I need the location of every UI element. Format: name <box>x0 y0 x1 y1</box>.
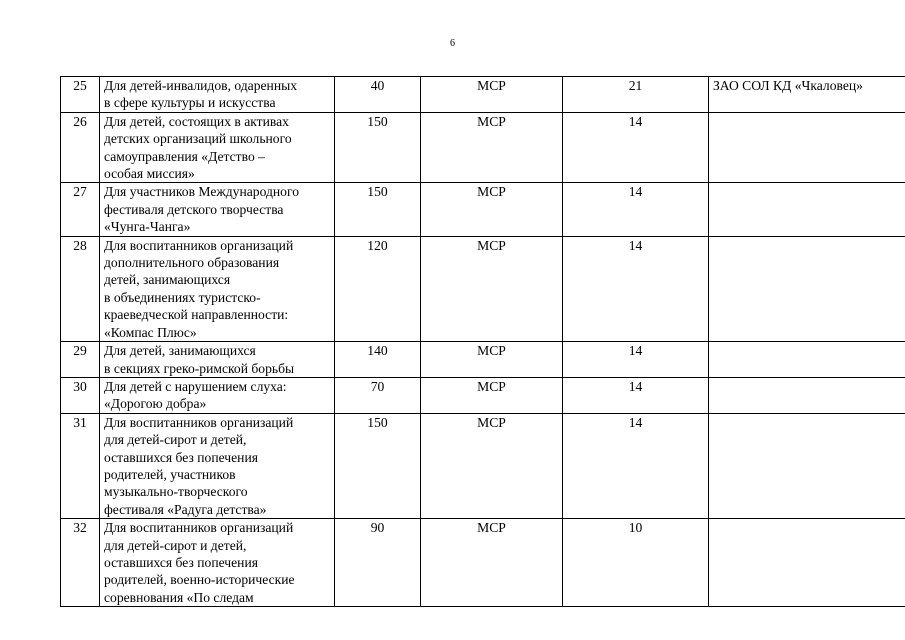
description-line: самоуправления «Детство – <box>104 148 265 164</box>
row-number-text: 26 <box>73 113 87 129</box>
organizer-cell <box>421 342 563 378</box>
capacity-text: 90 <box>370 520 385 536</box>
camps-table <box>60 76 905 607</box>
capacity-text: 120 <box>367 237 388 253</box>
description-line: краеведческой направленности: <box>104 307 289 323</box>
row-number-cell <box>61 183 100 236</box>
description-cell <box>100 77 335 113</box>
description-line: в объединениях туристско- <box>104 289 261 305</box>
description-line: дополнительного образования <box>104 255 280 271</box>
days-cell <box>563 413 709 518</box>
page-number: 6 <box>450 38 455 49</box>
capacity-cell <box>335 112 421 183</box>
row-number-text: 27 <box>73 184 87 200</box>
capacity-text: 150 <box>367 184 388 200</box>
description-line: Для воспитанников организаций <box>104 414 294 430</box>
days-text: 14 <box>628 414 643 430</box>
description-line: Для детей, состоящих в активах <box>104 113 289 129</box>
description-cell <box>100 377 335 413</box>
description-cell <box>100 112 335 183</box>
description-line: особая миссия» <box>104 166 195 182</box>
description-line: в секциях греко-римской борьбы <box>104 360 295 376</box>
organizer-text: МСР <box>477 378 506 394</box>
capacity-text: 150 <box>367 113 388 129</box>
organizer-text: МСР <box>477 78 506 93</box>
description-line: Для воспитанников организаций <box>104 520 294 536</box>
capacity-cell <box>335 236 421 341</box>
description-line: для детей-сирот и детей, <box>104 432 247 448</box>
capacity-text: 40 <box>370 78 385 93</box>
organizer-cell <box>421 413 563 518</box>
days-text: 14 <box>628 113 643 129</box>
days-text: 10 <box>628 520 643 536</box>
description-line: детских организаций школьного <box>104 131 292 147</box>
days-text: 14 <box>628 237 643 253</box>
description-line: оставшихся без попечения <box>104 449 258 465</box>
capacity-text: 70 <box>370 378 385 394</box>
row-number-text: 25 <box>73 78 87 93</box>
organizer-text: МСР <box>477 343 506 359</box>
capacity-cell <box>335 413 421 518</box>
capacity-cell <box>335 77 421 113</box>
description-line: соревнования «По следам <box>104 589 254 605</box>
days-text: 14 <box>628 343 643 359</box>
place-cell <box>709 236 905 341</box>
organizer-cell <box>421 77 563 113</box>
days-cell <box>563 342 709 378</box>
organizer-cell <box>421 377 563 413</box>
table-row <box>61 519 905 607</box>
row-number-cell <box>61 236 100 341</box>
table-row <box>61 236 905 341</box>
table-row <box>61 377 905 413</box>
description-line: Для детей-инвалидов, одаренных <box>104 78 298 93</box>
row-number-cell <box>61 112 100 183</box>
description-line: родителей, военно-исторические <box>104 572 295 588</box>
description-line: музыкально-творческого <box>104 484 248 500</box>
place-cell <box>709 77 905 113</box>
organizer-text: МСР <box>477 237 506 253</box>
description-line: Для участников Международного <box>104 184 300 200</box>
description-line: детей, занимающихся <box>104 272 231 288</box>
organizer-text: МСР <box>477 184 506 200</box>
description-line: фестиваля «Радуга детства» <box>104 501 267 517</box>
organizer-text: МСР <box>477 414 506 430</box>
place-cell <box>709 519 905 607</box>
capacity-cell <box>335 342 421 378</box>
row-number-cell <box>61 377 100 413</box>
description-cell <box>100 342 335 378</box>
capacity-cell <box>335 519 421 607</box>
table-row <box>61 77 905 113</box>
place-cell <box>709 112 905 183</box>
days-cell <box>563 377 709 413</box>
days-cell <box>563 112 709 183</box>
days-text: 14 <box>628 378 643 394</box>
row-number-text: 31 <box>73 414 87 430</box>
organizer-cell <box>421 112 563 183</box>
description-line: «Дорогою добра» <box>104 396 207 412</box>
description-cell <box>100 519 335 607</box>
row-number-text: 28 <box>73 237 87 253</box>
description-line: «Компас Плюс» <box>104 324 197 340</box>
place-text: ЗАО СОЛ КД «Чкаловец» <box>713 78 863 93</box>
row-number-cell <box>61 519 100 607</box>
description-line: оставшихся без попечения <box>104 554 258 570</box>
description-line: в сфере культуры и искусства <box>104 95 276 111</box>
row-number-text: 30 <box>73 378 87 394</box>
place-cell <box>709 413 905 518</box>
row-number-cell <box>61 77 100 113</box>
days-cell <box>563 77 709 113</box>
description-line: родителей, участников <box>104 466 236 482</box>
place-cell <box>709 377 905 413</box>
description-line: «Чунга-Чанга» <box>104 219 191 235</box>
organizer-text: МСР <box>477 113 506 129</box>
description-cell <box>100 183 335 236</box>
days-cell <box>563 519 709 607</box>
place-cell <box>709 342 905 378</box>
description-cell <box>100 236 335 341</box>
table-body <box>61 77 905 607</box>
row-number-text: 32 <box>73 520 87 536</box>
table-row <box>61 342 905 378</box>
table-row <box>61 112 905 183</box>
table-row <box>61 183 905 236</box>
days-cell <box>563 236 709 341</box>
description-cell <box>100 413 335 518</box>
row-number-text: 29 <box>73 343 87 359</box>
description-line: Для детей с нарушением слуха: <box>104 378 287 394</box>
description-line: Для детей, занимающихся <box>104 343 256 359</box>
capacity-cell <box>335 377 421 413</box>
description-line: Для воспитанников организаций <box>104 237 294 253</box>
days-text: 21 <box>628 78 643 93</box>
organizer-cell <box>421 236 563 341</box>
row-number-cell <box>61 342 100 378</box>
description-line: фестиваля детского творчества <box>104 201 284 217</box>
organizer-cell <box>421 519 563 607</box>
row-number-cell <box>61 413 100 518</box>
days-cell <box>563 183 709 236</box>
organizer-text: МСР <box>477 520 506 536</box>
capacity-text: 140 <box>367 343 388 359</box>
days-text: 14 <box>628 184 643 200</box>
organizer-cell <box>421 183 563 236</box>
table-row <box>61 413 905 518</box>
place-cell <box>709 183 905 236</box>
description-line: для детей-сирот и детей, <box>104 537 247 553</box>
capacity-text: 150 <box>367 414 388 430</box>
capacity-cell <box>335 183 421 236</box>
